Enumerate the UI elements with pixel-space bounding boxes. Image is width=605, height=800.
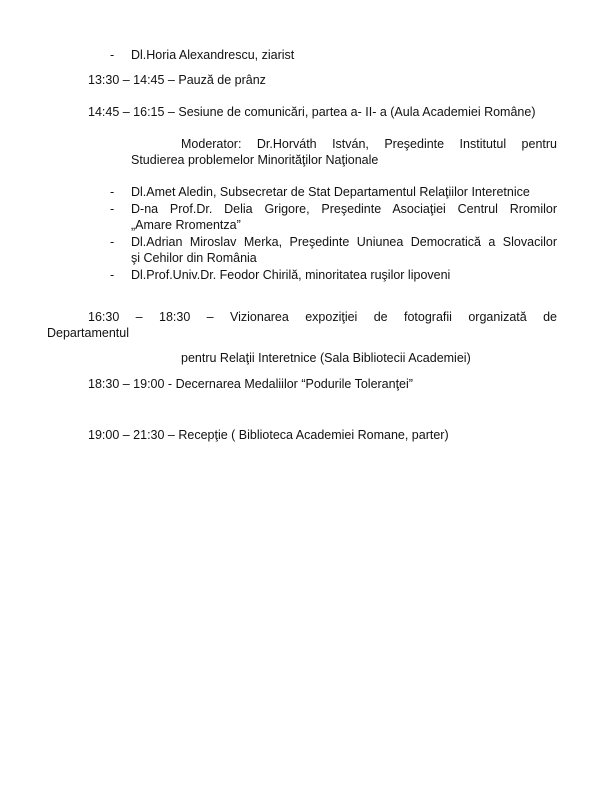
list-dash: - <box>110 48 115 62</box>
moderator-line-2: Studierea problemelor Minorităţilor Naţionale <box>131 153 379 167</box>
speaker-item-grigore: D-na Prof.Dr. Delia Grigore, Preşedinte Asociaţiei Centrul Rromilor <box>131 202 557 216</box>
list-dash: - <box>110 185 115 199</box>
speaker-item-merka: Dl.Adrian Miroslav Merka, Preşedinte Uniunea Democratică a Slovacilor <box>131 235 557 249</box>
schedule-awards: 18:30 – 19:00 - Decernarea Medaliilor “Podurile Toleranţei” <box>88 377 413 391</box>
speaker-item-chirila: Dl.Prof.Univ.Dr. Feodor Chirilă, minoritatea ruşilor lipoveni <box>131 268 451 282</box>
schedule-exhibition-cont: Departamentul <box>47 326 129 340</box>
moderator-line-1: Moderator: Dr.Horváth István, Preşedinte Institutul pentru <box>181 137 557 151</box>
speaker-item-merka-cont: şi Cehilor din România <box>131 251 257 265</box>
schedule-lunch: 13:30 – 14:45 – Pauză de prânz <box>88 73 266 87</box>
speaker-item-grigore-cont: „Amare Rromentza” <box>131 218 241 232</box>
list-dash: - <box>110 235 115 249</box>
schedule-exhibition-venue: pentru Relaţii Interetnice (Sala Bibliotecii Academiei) <box>181 351 471 365</box>
list-dash: - <box>110 268 115 282</box>
speaker-item-aledin: Dl.Amet Aledin, Subsecretar de Stat Departamentul Relaţiilor Interetnice <box>131 185 530 199</box>
speaker-item-horia: Dl.Horia Alexandrescu, ziarist <box>131 48 295 62</box>
list-dash: - <box>110 202 115 216</box>
schedule-reception: 19:00 – 21:30 – Recepţie ( Biblioteca Academiei Romane, parter) <box>88 428 449 442</box>
schedule-session: 14:45 – 16:15 – Sesiune de comunicări, partea a- II- a (Aula Academiei Române) <box>88 105 536 119</box>
schedule-exhibition: 16:30 – 18:30 – Vizionarea expoziţiei de fotografii organizată de <box>88 310 557 324</box>
